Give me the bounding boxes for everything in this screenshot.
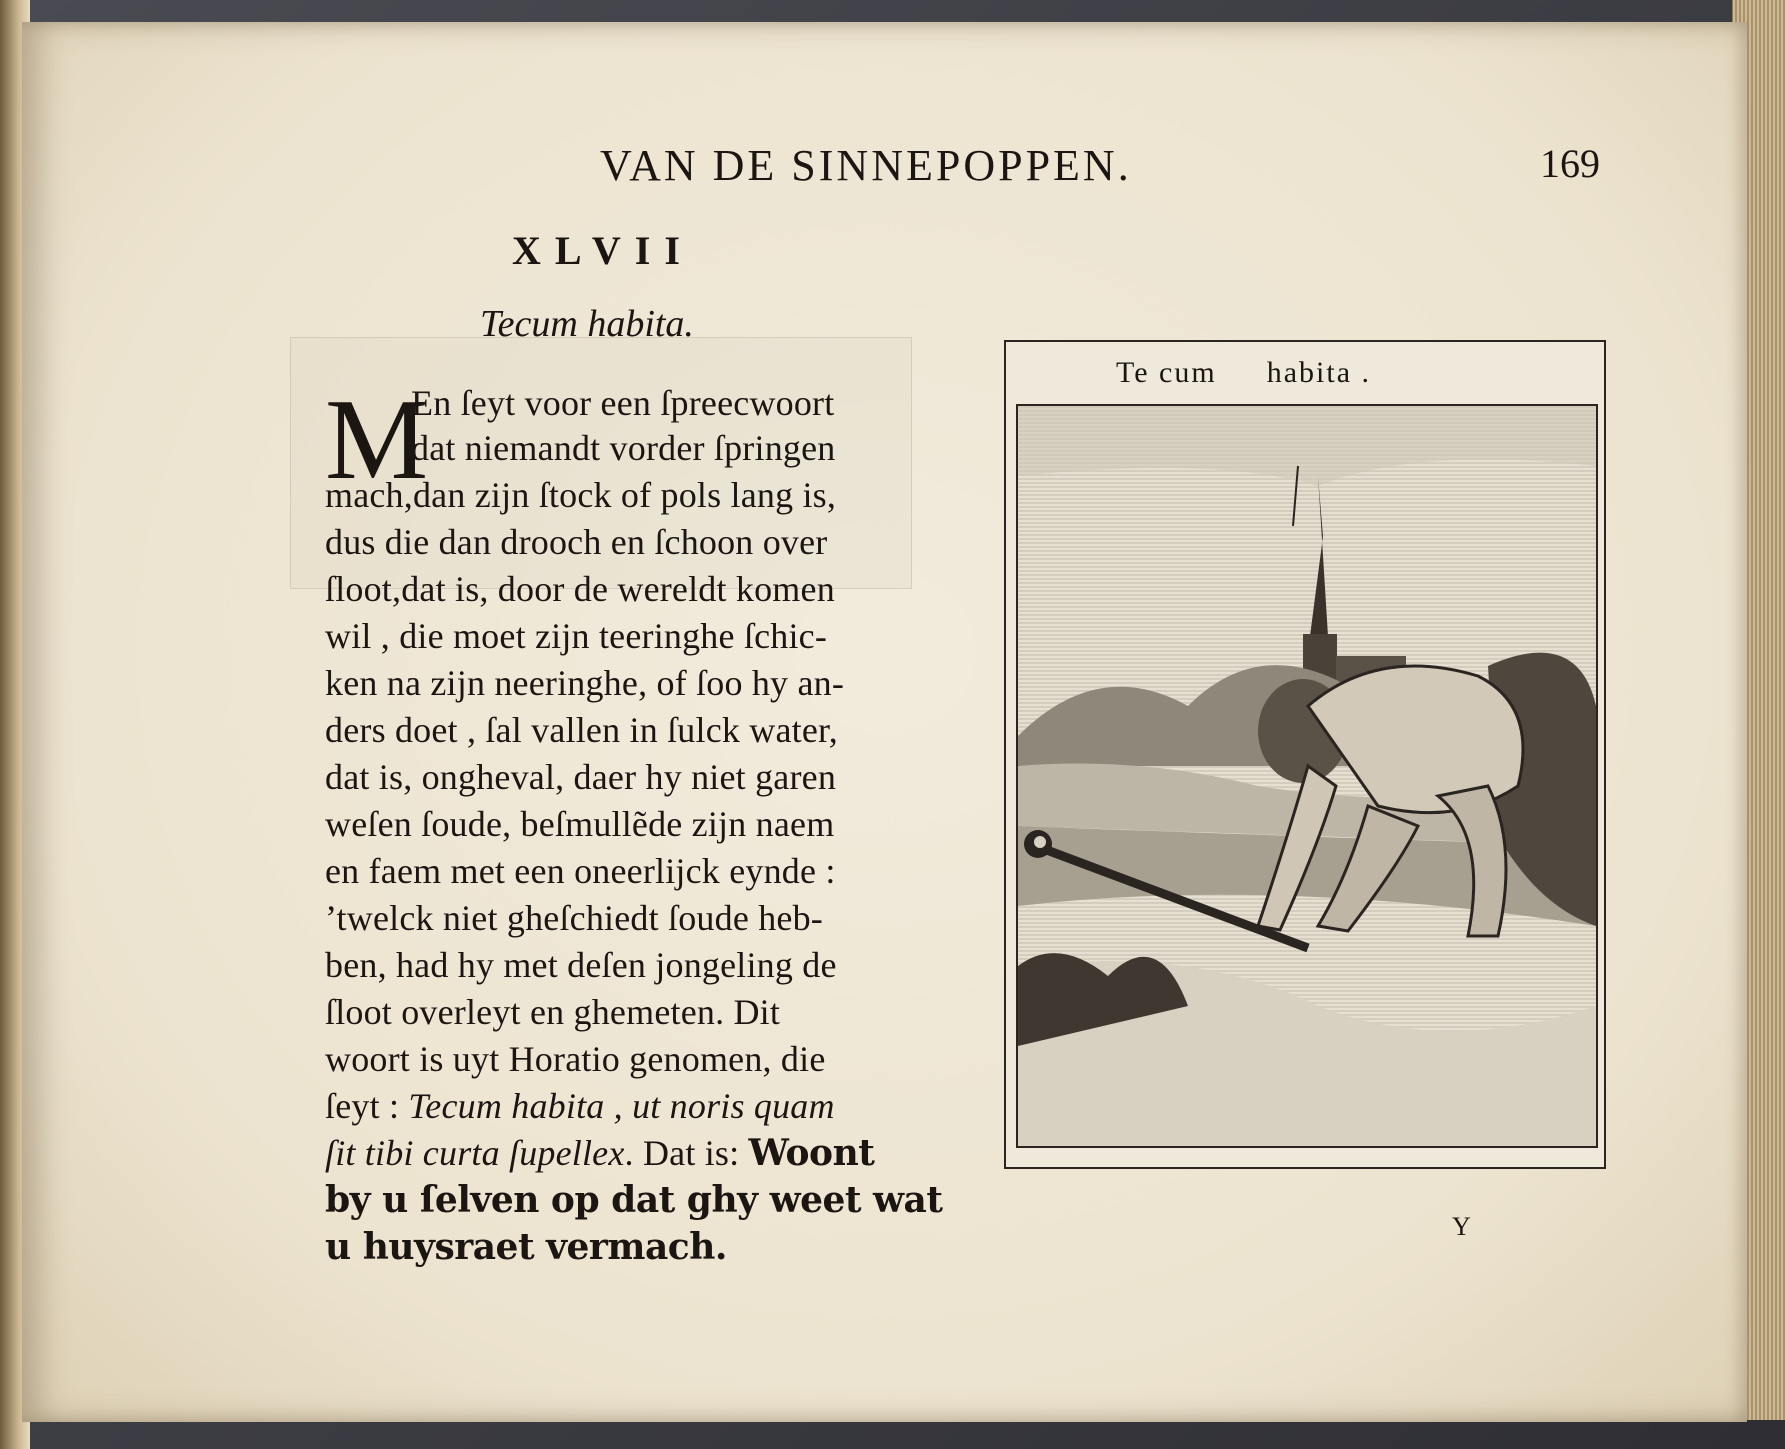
- blackletter-line: by u ſelven op dat ghy weet wat: [325, 1179, 943, 1221]
- emblem-engraving: [1004, 340, 1606, 1169]
- text-line: ken na zijn neeringhe, of ſoo hy an-: [325, 663, 845, 703]
- text-line: dat is, ongheval, daer hy niet garen: [325, 757, 837, 797]
- engraving-motto: Te cum habita .: [1116, 356, 1372, 389]
- text-line: ders doet , ſal vallen in ſulck water,: [325, 710, 838, 750]
- emblem-numeral: XLVII: [512, 228, 694, 273]
- book-page: [22, 22, 1747, 1422]
- text-line: en faem met een oneerlijck eynde :: [325, 851, 836, 891]
- text-line: wil , die moet zijn teeringhe ſchic-: [325, 616, 828, 656]
- emblem-motto: Tecum habita.: [480, 303, 694, 345]
- blackletter-line: u huysraet vermach.: [325, 1226, 727, 1268]
- text-line: ſloot overleyt en ghemeten. Dit: [325, 992, 781, 1032]
- text-line: ’twelck niet gheſchiedt ſoude heb-: [325, 898, 823, 938]
- engraving-scene: [1016, 404, 1598, 1148]
- text-segment: ſeyt :: [325, 1086, 409, 1126]
- latin-quotation: Tecum habita , ut noris quam: [408, 1086, 835, 1126]
- text-line: [325, 1085, 835, 1127]
- text-line: ben, had hy met deſen jongeling de: [325, 945, 837, 985]
- text-line: dat niemandt vorder ſpringen: [411, 428, 836, 468]
- text-line: ſloot,dat is, door de wereldt komen: [325, 569, 835, 609]
- drop-cap: M: [325, 376, 429, 504]
- text-line: [325, 1132, 874, 1174]
- running-head: VAN DE SINNEPOPPEN.: [600, 141, 1132, 190]
- page-number: 169: [1540, 141, 1600, 186]
- blackletter-text: Woont: [748, 1132, 875, 1174]
- latin-quotation: ſit tibi curta ſupellex: [325, 1133, 625, 1173]
- text-segment: . Dat is:: [624, 1133, 749, 1173]
- signature-mark: Y: [1452, 1212, 1471, 1241]
- engraving-illustration: [1018, 406, 1596, 1146]
- text-line: woort is uyt Horatio genomen, die: [325, 1039, 826, 1079]
- text-line: En ſeyt voor een ſpreecwoort: [411, 383, 835, 423]
- text-line: mach,dan zijn ſtock of pols lang is,: [325, 475, 837, 515]
- text-line: dus die dan drooch en ſchoon over: [325, 522, 828, 562]
- text-line: weſen ſoude, beſmullẽde zijn naem: [325, 804, 835, 844]
